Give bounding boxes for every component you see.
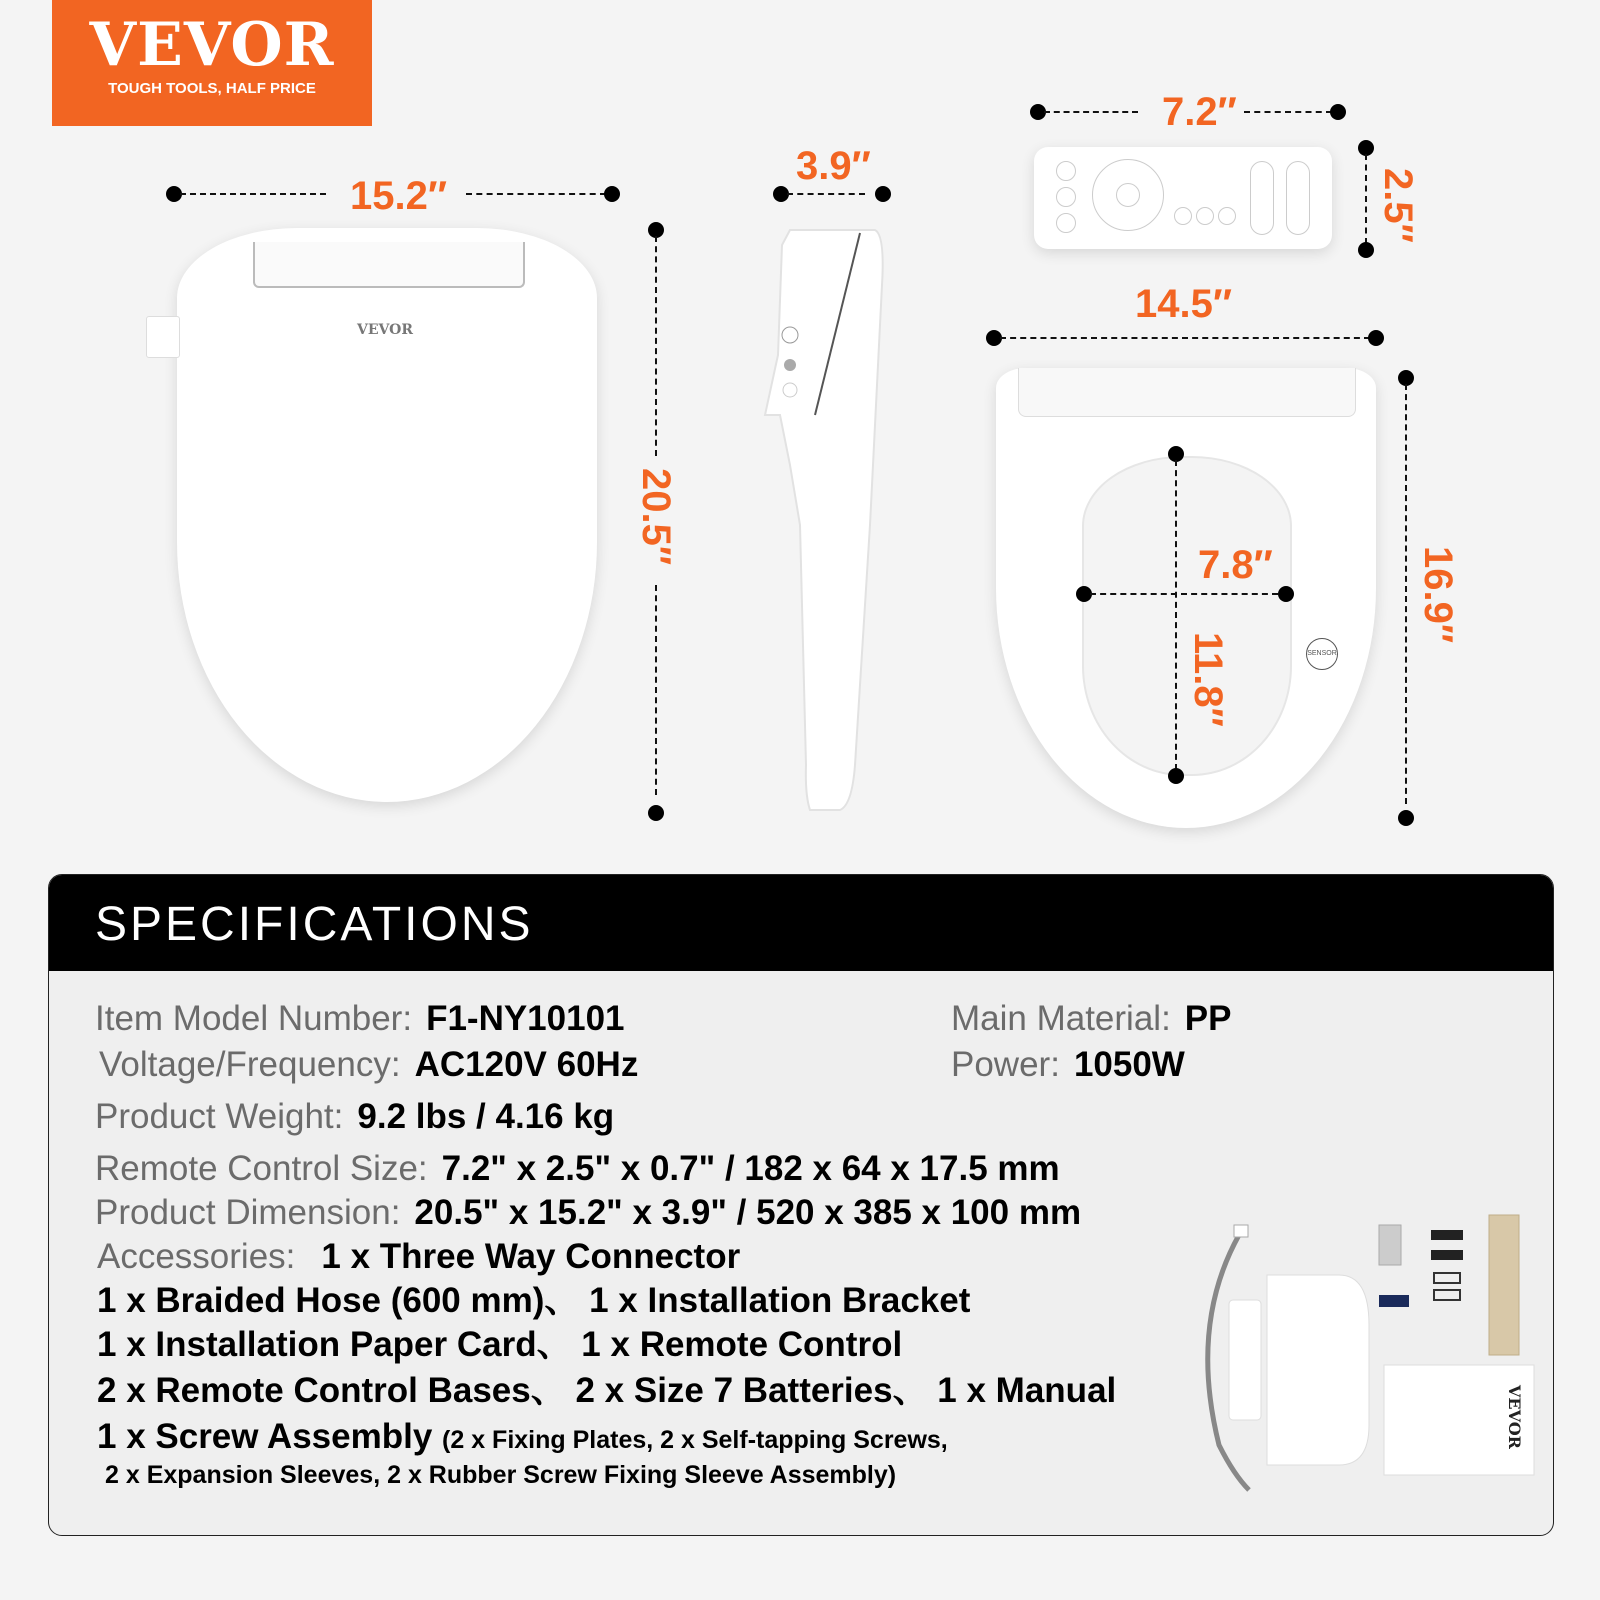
remote-button <box>1056 161 1076 181</box>
remote-slider <box>1286 161 1310 235</box>
dimension-line <box>1044 111 1138 113</box>
accessory-line: 1 x Screw Assembly <box>97 1417 433 1456</box>
spec-label: Remote Control Size: <box>95 1149 428 1188</box>
accessory-screw-line <box>97 1419 948 1454</box>
dimension-line <box>1000 337 1370 339</box>
screw-detail: (2 x Fixing Plates, 2 x Self-tapping Screws, <box>442 1426 948 1454</box>
opening-width-label: 7.8″ <box>1198 543 1273 587</box>
dimension-line <box>1244 111 1332 113</box>
seat-ring-image <box>996 368 1376 828</box>
spec-label: Product Dimension: <box>95 1193 401 1232</box>
remote-button <box>1196 207 1214 225</box>
dimension-line <box>1175 460 1177 770</box>
remote-height-label: 2.5″ <box>1376 168 1420 243</box>
accessories-image <box>1179 1175 1539 1495</box>
spec-row-voltage <box>99 1047 638 1082</box>
remote-button <box>1056 187 1076 207</box>
spec-label: Power: <box>951 1045 1060 1084</box>
dimension-line <box>1090 593 1278 595</box>
remote-slider <box>1250 161 1274 235</box>
dimension-dot <box>1168 768 1184 784</box>
dimension-dot <box>1398 810 1414 826</box>
lid-width-label: 15.2″ <box>350 174 448 218</box>
accessory-line: 1 x Braided Hose (600 mm)、 1 x Installation Bracket <box>97 1281 971 1320</box>
remote-width-label: 7.2″ <box>1162 90 1237 134</box>
spec-label: Product Weight: <box>95 1097 344 1136</box>
specifications-header <box>49 875 1553 971</box>
batteries-icon <box>1379 1295 1409 1307</box>
remote-button <box>1056 213 1076 233</box>
sensor-label: SENSOR <box>1306 638 1338 670</box>
seat-opening <box>1082 456 1292 776</box>
manual-brand: VEVOR <box>1505 1385 1524 1449</box>
dimension-dot <box>875 186 891 202</box>
remote-button <box>1218 207 1236 225</box>
spec-row-accessories <box>97 1239 740 1274</box>
three-way-connector-icon <box>1379 1225 1401 1265</box>
remote-stop-button <box>1116 183 1140 207</box>
spec-label: Voltage/Frequency: <box>99 1045 401 1084</box>
installation-bracket-icon <box>1229 1300 1261 1420</box>
accessory-line: 1 x Installation Paper Card、 1 x Remote Control <box>97 1325 903 1364</box>
dimension-line <box>655 236 657 456</box>
screw-detail: 2 x Expansion Sleeves, 2 x Rubber Screw Fixing Sleeve Assembly) <box>105 1461 897 1489</box>
opening-height-label: 11.8″ <box>1186 632 1230 727</box>
dimension-dot <box>1330 104 1346 120</box>
seat-height-label: 16.9″ <box>1416 546 1460 644</box>
dimension-line <box>180 193 326 195</box>
side-view-image <box>760 225 890 815</box>
spec-value: F1-NY10101 <box>426 999 625 1038</box>
dimension-line <box>1365 154 1367 244</box>
seat-hinge-area <box>1018 368 1356 417</box>
dimension-dot <box>648 805 664 821</box>
lid-front-image <box>177 228 597 802</box>
spec-value: 20.5" x 15.2" x 3.9" / 520 x 385 x 100 mm <box>414 1193 1082 1232</box>
lid-logo: VEVOR <box>357 322 413 338</box>
screw-icon <box>1431 1230 1463 1240</box>
spec-row-dimension <box>95 1195 1081 1230</box>
logo-brand: VEVOR <box>89 10 335 80</box>
spec-row-model <box>95 1001 625 1036</box>
specifications-panel <box>48 874 1554 1536</box>
dimension-line <box>1405 384 1407 804</box>
lid-hinge-cover <box>253 242 525 288</box>
dimension-line <box>466 193 606 195</box>
spec-value: 1050W <box>1073 1045 1185 1084</box>
spec-row-remote-size <box>95 1151 1060 1186</box>
dimension-dot <box>1278 586 1294 602</box>
installation-card-icon <box>1267 1275 1369 1465</box>
spec-value: AC120V 60Hz <box>414 1045 639 1084</box>
spec-row-weight <box>95 1099 614 1134</box>
vevor-logo <box>52 0 372 126</box>
dimension-dot <box>604 186 620 202</box>
spec-label: Main Material: <box>951 999 1171 1038</box>
accessory-line: 1 x Three Way Connector <box>321 1237 741 1276</box>
logo-tagline: TOUGH TOOLS, HALF PRICE <box>108 80 316 97</box>
remote-button <box>1174 207 1192 225</box>
dimension-line <box>787 193 865 195</box>
specifications-title: SPECIFICATIONS <box>95 898 534 951</box>
spec-row-material <box>951 1001 1232 1036</box>
water-inlet-fitting <box>146 316 180 358</box>
spec-value: 9.2 lbs / 4.16 kg <box>357 1097 615 1136</box>
spec-row-power <box>951 1047 1185 1082</box>
spec-value: 7.2" x 2.5" x 0.7" / 182 x 64 x 17.5 mm <box>441 1149 1060 1188</box>
remote-control-image <box>1034 147 1332 249</box>
side-depth-label: 3.9″ <box>796 144 871 188</box>
seat-width-label: 14.5″ <box>1135 282 1233 326</box>
spec-label: Accessories: <box>97 1237 296 1276</box>
dimension-line <box>655 585 657 795</box>
remote-base-icon <box>1489 1215 1519 1355</box>
lid-height-label: 20.5″ <box>634 468 678 566</box>
dimension-dot <box>1368 330 1384 346</box>
accessory-line: 2 x Remote Control Bases、 2 x Size 7 Batteries、 1 x Manual <box>97 1371 1117 1410</box>
dimension-dot <box>1358 242 1374 258</box>
spec-value: PP <box>1184 999 1232 1038</box>
spec-label: Item Model Number: <box>95 999 413 1038</box>
